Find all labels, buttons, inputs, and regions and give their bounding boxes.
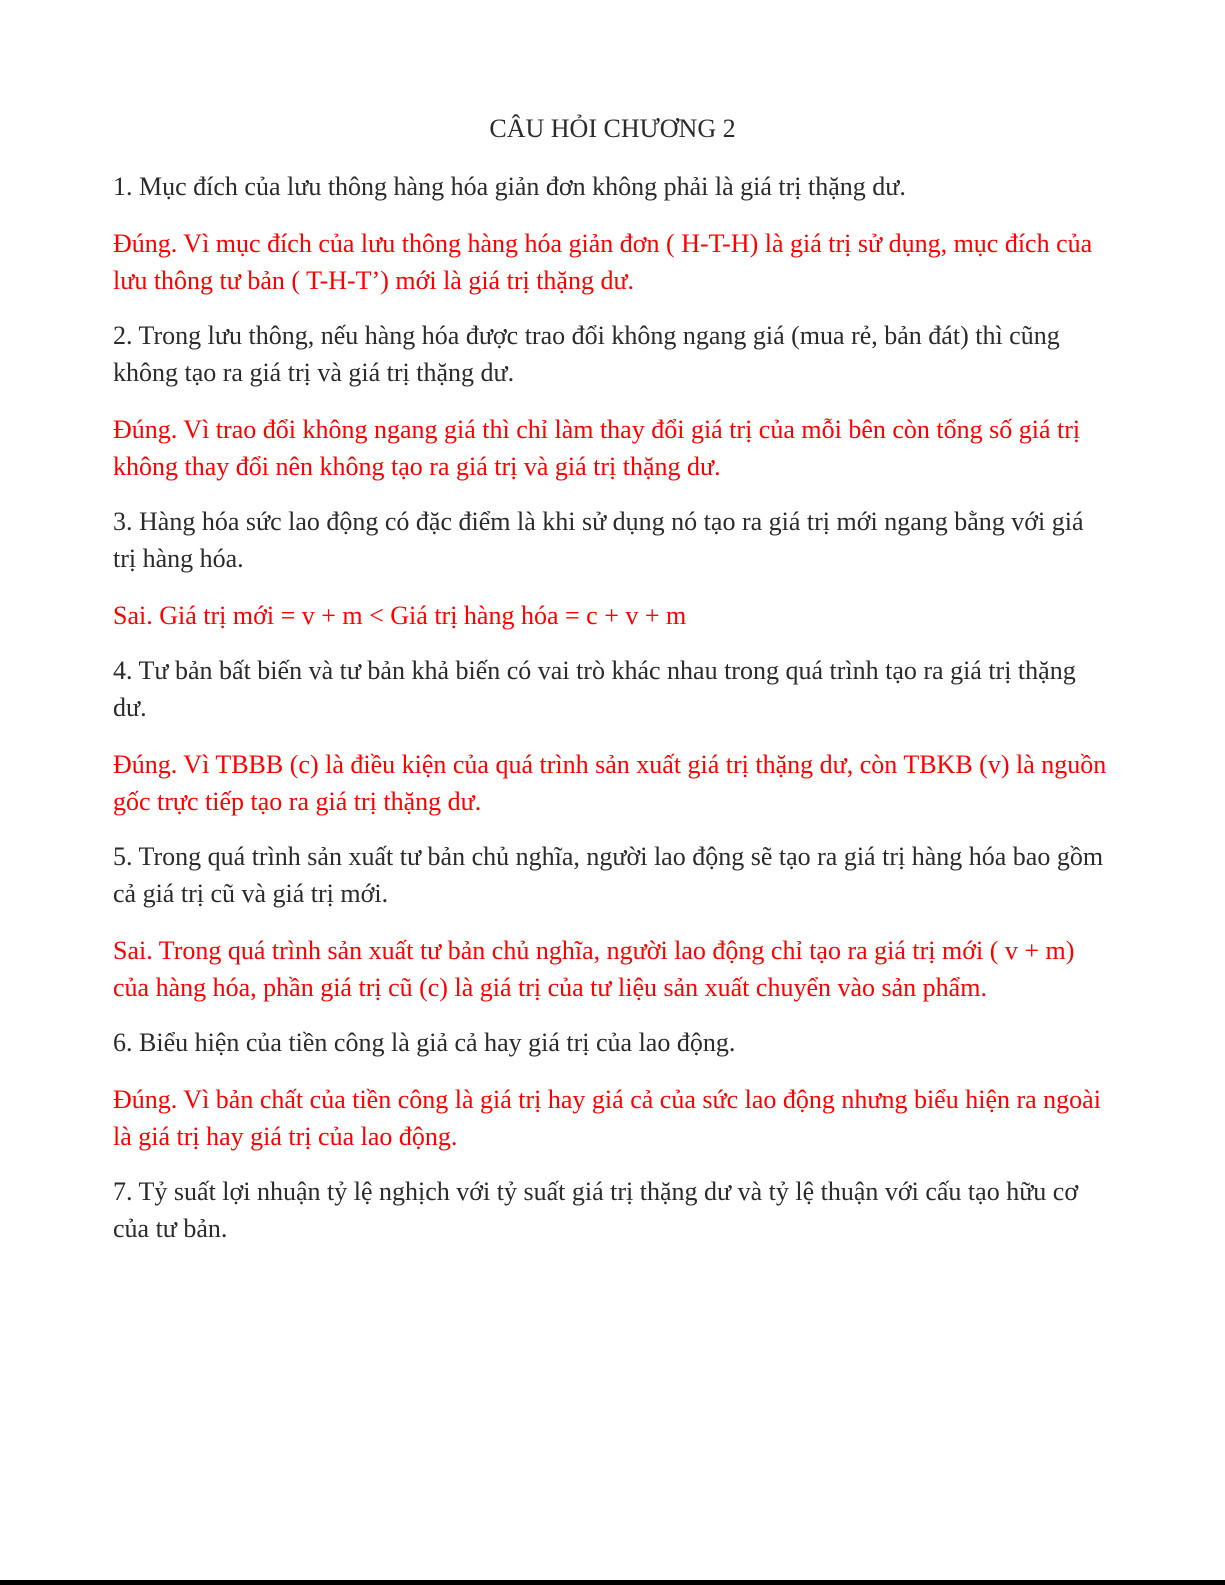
question-2: 2. Trong lưu thông, nếu hàng hóa được trao đổi không ngang giá (mua rẻ, bản đát) thì cũng không tạo ra giá trị và giá trị thặng dư. <box>113 321 1060 387</box>
question-5: 5. Trong quá trình sản xuất tư bản chủ nghĩa, người lao động sẽ tạo ra giá trị hàng hóa bao gồm cả giá trị cũ và giá trị mới. <box>113 842 1104 908</box>
question-6: 6. Biểu hiện của tiền công là giả cả hay giá trị của lao động. <box>113 1028 736 1057</box>
question-4: 4. Tư bản bất biến và tư bản khả biến có vai trò khác nhau trong quá trình tạo ra giá trị thặng dư. <box>113 656 1076 722</box>
question-list <box>113 168 1113 1247</box>
answer-1: Đúng. Vì mục đích của lưu thông hàng hóa giản đơn ( H-T-H) là giá trị sử dụng, mục đích của lưu thông tư bản ( T-H-T’) mới là giá trị thặng dư. <box>113 229 1093 295</box>
answer-3: Sai. Giá trị mới = v + m < Giá trị hàng hóa = c + v + m <box>113 601 687 630</box>
answer-5: Sai. Trong quá trình sản xuất tư bản chủ nghĩa, người lao động chỉ tạo ra giá trị mới ( v + m) của hàng hóa, phần giá trị cũ (c) là giá trị của tư liệu sản xuất chuyển vào sản phẩm. <box>113 936 1075 1002</box>
question-7: 7. Tỷ suất lợi nhuận tỷ lệ nghịch với tỷ suất giá trị thặng dư và tỷ lệ thuận với cấu tạo hữu cơ của tư bản. <box>113 1177 1079 1243</box>
answer-6: Đúng. Vì bản chất của tiền công là giá trị hay giá cả của sức lao động nhưng biểu hiện ra ngoài là giá trị hay giá trị của lao động. <box>113 1085 1101 1151</box>
question-1: 1. Mục đích của lưu thông hàng hóa giản đơn không phải là giá trị thặng dư. <box>113 172 906 201</box>
page-title: CÂU HỎI CHƯƠNG 2 <box>489 114 736 143</box>
page-bottom-border <box>0 1580 1225 1585</box>
answer-4: Đúng. Vì TBBB (c) là điều kiện của quá trình sản xuất giá trị thặng dư, còn TBKB (v) là nguồn gốc trực tiếp tạo ra giá trị thặng dư. <box>113 750 1107 816</box>
question-3: 3. Hàng hóa sức lao động có đặc điểm là khi sử dụng nó tạo ra giá trị mới ngang bằng với giá trị hàng hóa. <box>113 507 1084 573</box>
answer-2: Đúng. Vì trao đổi không ngang giá thì chỉ làm thay đổi giá trị của mỗi bên còn tổng số giá trị không thay đổi nên không tạo ra giá trị và giá trị thặng dư. <box>113 415 1081 481</box>
